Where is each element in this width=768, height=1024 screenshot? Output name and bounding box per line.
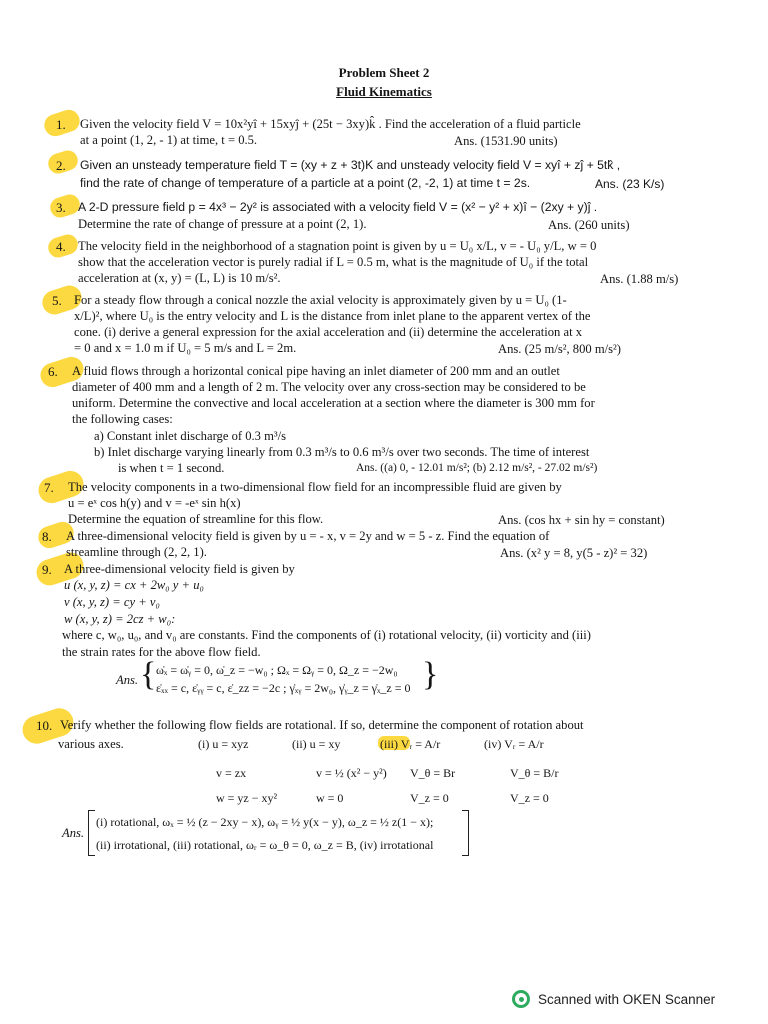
field-cell: (i) u = xyz (198, 737, 249, 751)
field-cell: V_z = 0 (510, 791, 549, 805)
field-cell: (iii) Vᵣ = A/r (380, 737, 441, 751)
problem-text: A three-dimensional velocity field is given by (64, 562, 295, 576)
case-item: b) Inlet discharge varying linearly from 0.3 m³/s to 0.6 m³/s over two seconds. The time of interest (94, 445, 590, 459)
problem-answer: Ans. (cos hx + sin hy = constant) (498, 513, 665, 527)
problem-text: Verify whether the following flow fields are rotational. If so, determine the component of rotation about (60, 718, 584, 732)
problem-text: u = eˣ cos h(y) and v = -eˣ sin h(x) (68, 496, 241, 510)
field-cell: (iv) Vᵣ = A/r (484, 737, 544, 751)
problem-number: 5. (52, 293, 62, 308)
answer-label: Ans. (62, 826, 85, 840)
left-bracket (88, 810, 95, 856)
equation-line: u (x, y, z) = cx + 2w₀ y + u₀ (64, 578, 204, 592)
problem-number: 8. (42, 529, 52, 544)
right-brace: } (422, 656, 439, 693)
problem-text: find the rate of change of temperature of a particle at a point (2, -2, 1) at time t = 2s. (80, 176, 531, 190)
problem-number: 2. (56, 158, 66, 173)
left-brace: { (140, 656, 157, 693)
problem-text: where c, w₀, u₀, and v₀ are constants. Find the components of (i) rotational velocity, (ii) vorticity and (iii) (62, 628, 591, 642)
page-subtitle: Fluid Kinematics (336, 84, 432, 99)
problem-text: The velocity components in a two-dimensional flow field for an incompressible fluid are given by (68, 480, 562, 494)
problem-answer: Ans. (260 units) (548, 218, 630, 232)
problem-number: 1. (56, 117, 66, 132)
answer-line: (ii) irrotational, (iii) rotational, ωᵣ = ω_θ = 0, ω_z = B, (iv) irrotational (96, 838, 434, 852)
problem-text: at a point (1, 2, - 1) at time, t = 0.5. (80, 133, 258, 147)
scanner-footer (512, 990, 715, 1008)
oken-scanner-logo-icon (512, 990, 530, 1008)
answer-label: Ans. (116, 673, 139, 687)
problem-answer: Ans. (1.88 m/s) (600, 272, 679, 286)
scanner-footer-text: Scanned with OKEN Scanner (538, 991, 716, 1007)
right-bracket (462, 810, 469, 856)
problem-text: = 0 and x = 1.0 m if U₀ = 5 m/s and L = 2m. (74, 341, 297, 355)
problem-text: The velocity field in the neighborhood of a stagnation point is given by u = U₀ x/L, v = - U₀ y/L, w = 0 (78, 239, 597, 253)
problem-number: 6. (48, 364, 58, 379)
answer-line: ε̇ₓₓ = c, ε̇ᵧᵧ = c, ε̇_zz = −2c ; γ̇ₓᵧ = 2w₀, γ̇ᵧ_z = γ̇ₓ_z = 0 (156, 681, 411, 695)
problem-answer: Ans. (25 m/s², 800 m/s²) (498, 342, 621, 356)
answer-line: (i) rotational, ωₓ = ½ (z − 2xy − x), ωᵧ = ½ y(x − y), ω_z = ½ z(1 − x); (96, 815, 434, 829)
problem-text: Determine the rate of change of pressure at a point (2, 1). (78, 217, 367, 231)
problem-text: x/L)², where U₀ is the entry velocity and L is the distance from inlet plane to the apparent vertex of the (74, 309, 591, 323)
field-cell: V_θ = Br (410, 766, 456, 780)
problem-number: 3. (56, 200, 66, 215)
problem-text: various axes. (58, 737, 124, 751)
problem-answer: Ans. ((a) 0, - 12.01 m/s²; (b) 2.12 m/s², - 27.02 m/s²) (356, 462, 598, 474)
field-cell: V_z = 0 (410, 791, 449, 805)
case-item: is when t = 1 second. (118, 461, 225, 475)
problem-text: diameter of 400 mm and a length of 2 m. The velocity over any cross-section may be considered to be (72, 380, 586, 394)
problem-answer: Ans. (x² y = 8, y(5 - z)² = 32) (500, 546, 648, 560)
problem-text: the strain rates for the above flow field. (62, 645, 261, 659)
problem-answer: Ans. (23 K/s) (595, 177, 665, 191)
problem-text: Determine the equation of streamline for this flow. (68, 512, 324, 526)
field-cell: v = zx (216, 766, 247, 780)
problem-text: streamline through (2, 2, 1). (66, 545, 207, 559)
field-cell: w = 0 (316, 791, 344, 805)
field-cell: V_θ = B/r (510, 766, 559, 780)
problem-number: 9. (42, 562, 52, 577)
problem-number: 7. (44, 480, 54, 495)
equation-line: w (x, y, z) = 2cz + w₀: (64, 612, 176, 626)
problem-text: show that the acceleration vector is purely radial if L = 0.5 m, what is the magnitude of U₀ if the total (78, 255, 589, 269)
problem-text: A three-dimensional velocity field is given by u = - x, v = 2y and w = 5 - z. Find the equation of (66, 529, 550, 543)
problem-number: 10. (36, 718, 53, 733)
answer-line: ω̇ₓ = ω̇ᵧ = 0, ω̇_z = −w₀ ; Ωₓ = Ωᵧ = 0, Ω_z = −2w₀ (156, 663, 398, 677)
problem-text: A fluid flows through a horizontal conical pipe having an inlet diameter of 200 mm and an outlet (72, 364, 560, 378)
problem-text: uniform. Determine the convective and local acceleration at a section where the diameter is 300 mm for (72, 396, 595, 410)
problem-text: A 2-D pressure field p = 4x³ − 2y² is associated with a velocity field V = (x² − y² + x)î − (2xy + y)ĵ . (78, 200, 598, 214)
equation-line: v (x, y, z) = cy + v₀ (64, 595, 160, 609)
problem-number: 4. (56, 239, 66, 254)
field-cell: (ii) u = xy (292, 737, 341, 751)
problem-text: cone. (i) derive a general expression for the axial acceleration and (ii) determine the acceleration at x (74, 325, 583, 339)
field-cell: v = ½ (x² − y²) (316, 766, 387, 780)
field-cell: w = yz − xy² (216, 791, 278, 805)
problem-text: Given the velocity field V = 10x²yî + 15xyĵ + (25t − 3xy)k̂ . Find the acceleration of a fluid particle (80, 117, 581, 131)
problem-text: acceleration at (x, y) = (L, L) is 10 m/s². (78, 271, 281, 285)
problem-text: the following cases: (72, 412, 173, 426)
page-title: Problem Sheet 2 (338, 65, 430, 80)
problem-text: For a steady flow through a conical nozzle the axial velocity is approximately given by u = U₀ (1- (74, 293, 567, 307)
case-item: a) Constant inlet discharge of 0.3 m³/s (94, 429, 287, 443)
problem-text: Given an unsteady temperature field T = (xy + z + 3t)K and unsteady velocity field V = xyî + zĵ + 5tk̂ , (80, 158, 621, 172)
problem-answer: Ans. (1531.90 units) (454, 134, 558, 148)
